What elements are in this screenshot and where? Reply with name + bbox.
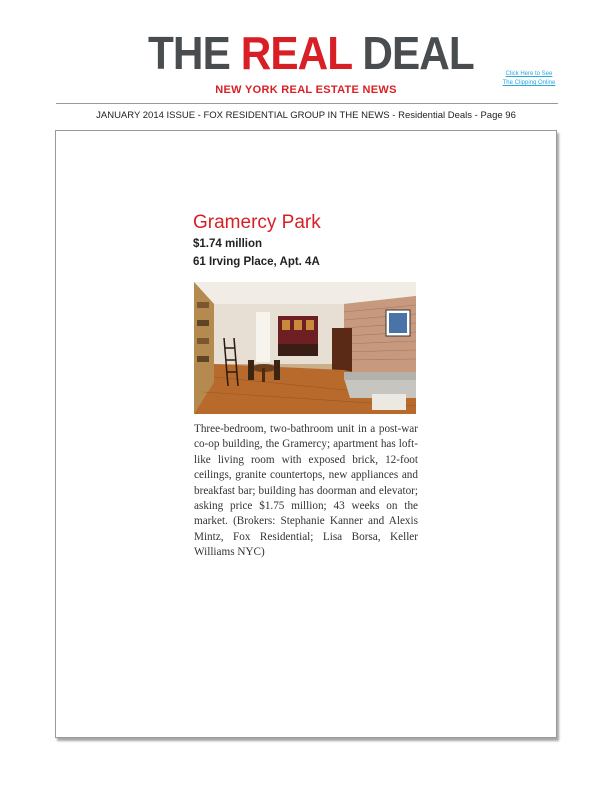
masthead-word-the: THE xyxy=(148,27,230,79)
article-headline: Gramercy Park xyxy=(193,212,321,233)
clipping-link-line2[interactable]: The Clipping Online xyxy=(502,80,556,86)
masthead-tagline: NEW YORK REAL ESTATE NEWS xyxy=(215,84,397,96)
article-price: $1.74 million xyxy=(193,238,263,250)
article-address: 61 Irving Place, Apt. 4A xyxy=(193,256,320,268)
clipping-link-line1[interactable]: Click Here to See xyxy=(505,71,553,77)
living-room-illustration xyxy=(194,282,416,414)
living-room-photo xyxy=(194,282,416,414)
clipping-online-link[interactable] xyxy=(494,70,564,88)
article-body: Three-bedroom, two-bathroom unit in a post-war co-op building, the Gramercy; apartment has loft-like living room with exposed brick, 12-foot ceilings, granite countertops, new appliances and breakfast bar; building has doorman and elevator; asking price $1.75 million; 43 weeks on the market. (Brokers: Stephanie Kanner and Alexis Mintz, Fox Residential; Lisa Borsa, Keller Williams NYC) xyxy=(194,423,418,559)
header-divider xyxy=(56,103,558,104)
masthead-logo xyxy=(148,27,474,79)
masthead-word-real: REAL xyxy=(240,27,352,79)
masthead-word-deal: DEAL xyxy=(362,27,474,79)
issue-line: JANUARY 2014 ISSUE - FOX RESIDENTIAL GROUP IN THE NEWS - Residential Deals - Page 96 xyxy=(96,110,516,121)
